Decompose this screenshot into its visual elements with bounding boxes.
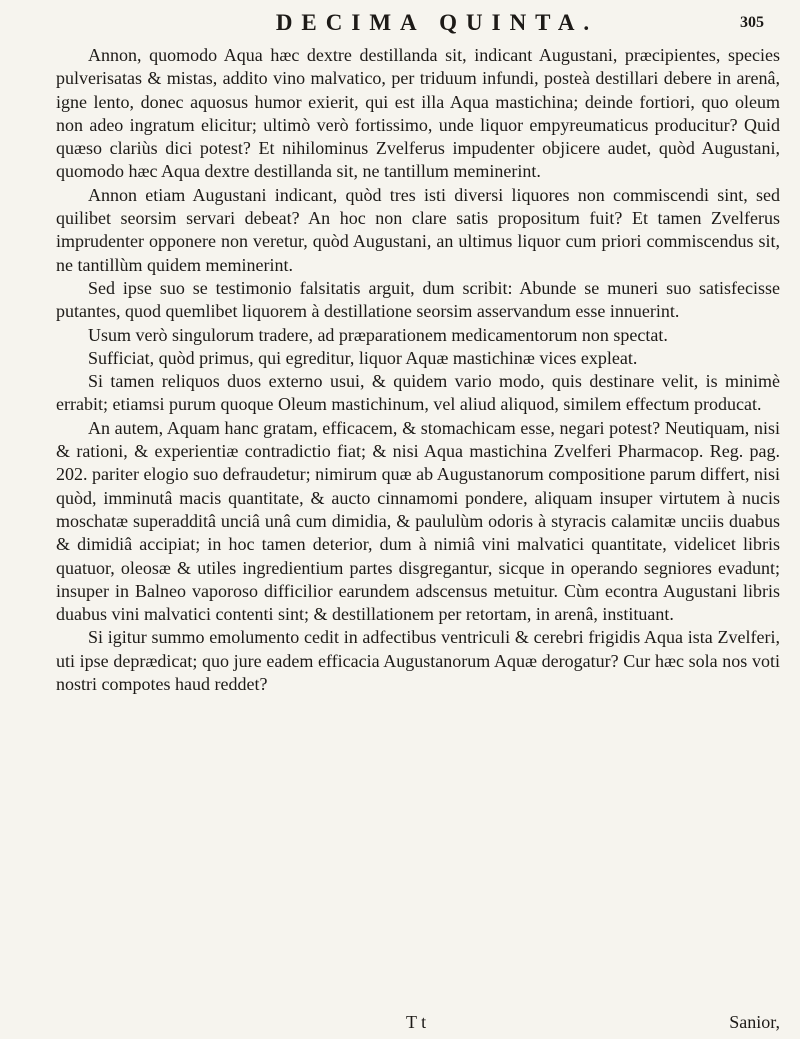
paragraph: Usum verò singulorum tradere, ad præparationem medicamentorum non spectat.	[88, 324, 668, 345]
paragraph: Annon etiam Augustani indicant, quòd tres isti diversi liquores non commiscendi sint, sed quilibet seorsim servari debeat? An hoc non clare satis propositum fuit? Et tamen Zvelferus imprudenter opponere non veretur, quòd Augustani, an ultimus liquor cum priori commiscendus sit, ne tantillùm quidem meminerint.	[56, 184, 780, 275]
body-text	[56, 44, 780, 696]
page-footer	[56, 1012, 780, 1036]
signature-mark: T t	[406, 1012, 427, 1032]
paragraph: Si igitur summo emolumento cedit in adfectibus ventriculi & cerebri frigidis Aqua ista Zvelferi, uti ipse deprædicat; quo jure eadem efficacia Augustanorum Aquæ derogatur? Cur hæc sola nos voti nostri compotes haud reddet?	[56, 627, 780, 695]
running-head: DECIMA QUINTA.	[275, 10, 599, 35]
paragraph: Annon, quomodo Aqua hæc dextre destillanda sit, indicant Augustani, præcipientes, species pulverisatas & mistas, addito vino malvatico, per triduum infundi, posteà destillari debere in arenâ, igne lento, donec aquosus humor exierit, qui est illa Aqua mastichina; deinde fortiori, quo oleum non adeo ingratum elicitur; ultimò verò fortissimo, unde liquor empyreumaticus producitur? Quid quæso clariùs dici potest? Et nihilominus Zvelferus impudenter objicere audet, quòd Augustani, quomodo hæc Aqua dextre destillanda sit, ne tantillum meminerint.	[56, 45, 780, 182]
page-header	[110, 8, 764, 42]
paragraph: An autem, Aquam hanc gratam, efficacem, & stomachicam esse, negari potest? Neutiquam, nisi & rationi, & experientiæ contradictio fiat; & nisi Aqua mastichina Zvelferi Pharmacop. Reg. pag. 202. pariter elogio suo defraudetur; nimirum quæ ab Augustanorum compositione parum differt, nisi quòd, imminutâ macis quantitate, & aucto cinnamomi pondere, aliquam insuper virtutem à nucis moschatæ superadditâ unciâ unâ cum dimidia, & paululùm odoris à styracis calamitæ unciis duabus & dimidiâ accipiat; in hoc tamen deterior, dum à nimiâ vini malvatici quantitate, videlicet libris quatuor, oleosæ & utiles ingredientium partes disgregantur, sicque in operando segniores evadunt; insuper in Balneo vaporoso difficilior earundem adscensus metuitur. Cùm econtra Augustani libris duabus vini malvatici contenti sint; & destillationem per retortam, in arenâ, instituant.	[56, 417, 780, 625]
catchword: Sanior,	[729, 1012, 780, 1032]
paragraph: Sufficiat, quòd primus, qui egreditur, liquor Aquæ mastichinæ vices expleat.	[88, 347, 638, 368]
paragraph: Si tamen reliquos duos externo usui, & quidem vario modo, quis destinare velit, is minimè errabit; etiamsi purum quoque Oleum mastichinum, vel aliud aliquod, similem effectum producat.	[56, 371, 780, 415]
page-number: 305	[740, 14, 764, 31]
paragraph: Sed ipse suo se testimonio falsitatis arguit, dum scribit: Abunde se muneri suo satisfecisse putantes, quod quemlibet liquorem à destillatione seorsim asservandum esse innuerint.	[56, 277, 780, 322]
